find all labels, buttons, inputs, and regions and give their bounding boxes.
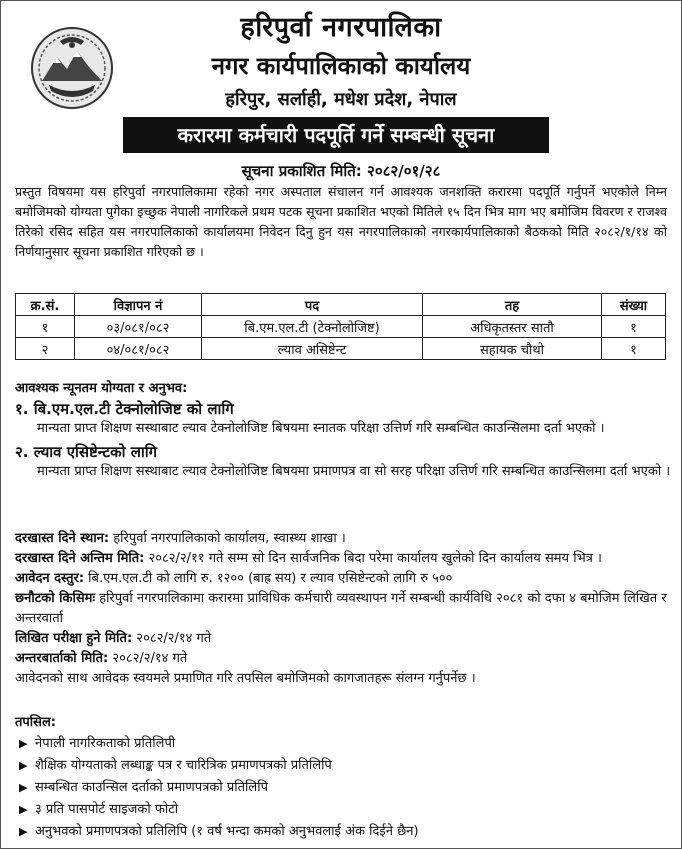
table-cell: १: [602, 338, 666, 360]
qualification-text: मान्यता प्राप्त शिक्षण सस्थाबाट ल्याव टेक्नोलोजिष्ट बिषयमा प्रमाणपत्र वा सो सरह परिक्षा उत्तिर्ण गरि सम्बन्धित काउन्सिलमा दर्ता भएको ।: [37, 464, 671, 479]
written-exam-date: लिखित परीक्षा हुने मिति: २०८२/२/१४ गते: [15, 631, 212, 646]
qualification-title: १. बि.एम.एल.टी टेक्नोलोजिष्ट को लागि: [15, 400, 234, 418]
municipality-name: हरिपुर्वा नगरपालिका: [240, 12, 442, 43]
table-cell: ०३/०८१/०८२: [75, 316, 202, 338]
interview-date: अन्तरबार्ताको मिति: २०८२/२/१४ गते: [15, 651, 188, 666]
qualification-title: २. ल्याव एसिष्टेन्टको लागि: [15, 443, 158, 461]
table-cell: १: [602, 316, 666, 338]
table-header-row: [16, 294, 666, 316]
bullet-arrow-icon: ▶: [19, 781, 28, 794]
application-fee: आवेदन दस्तुर: बि.एम.एल.टी को लागि रु. १२०० (बाह्र सय) र ल्याव एसिष्टेन्टको लागि रु ५००: [15, 571, 453, 586]
table-header: तह: [423, 294, 602, 316]
table-cell: २: [16, 338, 75, 360]
list-item: ▶ नेपाली नागरिकताको प्रतिलिपी: [15, 733, 671, 755]
bullet-arrow-icon: ▶: [19, 759, 28, 772]
office-name: नगर कार्यपालिकाको कार्यालय: [211, 52, 471, 80]
application-deadline: दरखास्त दिने अन्तिम मिति: २०८२/२/११ गते सम्म सो दिन सार्वजनिक बिदा परेमा कार्यालय खुलेको दिन कार्यालय समय भित्र ।: [15, 551, 602, 566]
published-date: सूचना प्रकाशित मिति: २०८२/०१/२८: [241, 162, 441, 180]
table-row: [16, 338, 666, 360]
attachment-note: आवेदनको साथ आवेदक स्वयमले प्रमाणित गरि तपसिल बमोजिमको कागजातहरू संलग्न गर्नुपर्नेछ ।: [15, 671, 476, 686]
list-item: ▶ शैक्षिक योग्यताको लब्धाङ्क पत्र र चारित्रिक प्रमाणपत्रको प्रतिलिपि: [15, 755, 671, 777]
list-item: ▶ ३ प्रति पासपोर्ट साइजको फोटो: [15, 799, 671, 821]
table-cell: अधिकृतस्तर सातौ: [423, 316, 602, 338]
table-row: [16, 316, 666, 338]
table-header: पद: [202, 294, 423, 316]
intro-paragraph: प्रस्तुत विषयमा यस हरिपुर्वा नगरपालिकामा रहेको नगर अस्पताल संचालन गर्न आवश्यक जनशक्ति करारमा पदपूर्ति गर्नुपर्ने भएकोले निम्न बमोजिमको योग्यता पुगेका इच्छुक नेपाली नागरिकले प्रथम पटक सूचना प्रकाशित भएको मितिले १५ दिन भित्र माग भए बमोजिम विवरण र राजश्व तिरेको रसिद सहित यस नगरपालिकाको कार्यालयमा निवेदन दिनु हुन यस नगरपालिकाको नगरकार्यपालिकाको बैठकको मिति २०८२/१/१४ को निर्णयानुसार सूचना प्रकाशित गरिएको छ ।: [15, 184, 667, 259]
table-cell: बि.एम.एल.टी (टेक्नोलोजिष्ट): [202, 316, 423, 338]
table-cell: १: [16, 316, 75, 338]
bullet-arrow-icon: ▶: [19, 803, 28, 816]
qualifications-section: [15, 379, 671, 482]
posts-table: [15, 293, 666, 360]
bullet-arrow-icon: ▶: [19, 825, 28, 838]
details-section: [15, 529, 671, 689]
table-header: विज्ञापन नं: [75, 294, 202, 316]
table-cell: ल्याव असिष्टेन्ट: [202, 338, 423, 360]
documents-list: [15, 733, 671, 843]
table-cell: ०४/०८१/०८२: [75, 338, 202, 360]
table-header: संख्या: [602, 294, 666, 316]
notice-title: करारमा कर्मचारी पदपूर्ति गर्ने सम्बन्धी सूचना: [123, 117, 549, 153]
table-cell: सहायक चौथो: [423, 338, 602, 360]
qualification-text: मान्यता प्राप्त शिक्षण सस्थाबाट ल्याव टेक्नोलोजिष्ट बिषयमा स्नातक परिक्षा उत्तिर्ण गरि सम्बन्धित काउन्सिलमा दर्ता भएको ।: [37, 421, 605, 436]
list-item: ▶ सम्बन्धित काउन्सिल दर्ताको प्रमाणपत्रको प्रतिलिपि: [15, 777, 671, 799]
qualifications-heading: आवश्यक न्यूनतम योग्यता र अनुभव:: [15, 381, 188, 396]
office-address: हरिपुर, सर्लाही, मधेश प्रदेश, नेपाल: [225, 89, 457, 110]
table-header: क्र.सं.: [16, 294, 75, 316]
documents-section: [15, 713, 671, 843]
selection-method: छनौटको किसिमः हरिपुर्वा नगरपालिकामा करारमा प्राविधिक कर्मचारी व्यवस्थापन गर्ने सम्बन्धी कार्यविधि २०८१ को दफा ४ बमोजिम लिखित र अन्तरवार्ता: [15, 591, 667, 626]
bullet-arrow-icon: ▶: [19, 737, 28, 750]
list-item: ▶ अनुभवको प्रमाणपत्रको प्रतिलिपि (१ वर्ष भन्दा कमको अनुभवलाई अंक दिईने छैन): [15, 821, 671, 843]
application-place: दरखास्त दिने स्थान: हरिपुर्वा नगरपालिकाको कार्यालय, स्वास्थ्य शाखा ।: [15, 531, 346, 546]
documents-heading: तपसिल:: [15, 715, 56, 730]
